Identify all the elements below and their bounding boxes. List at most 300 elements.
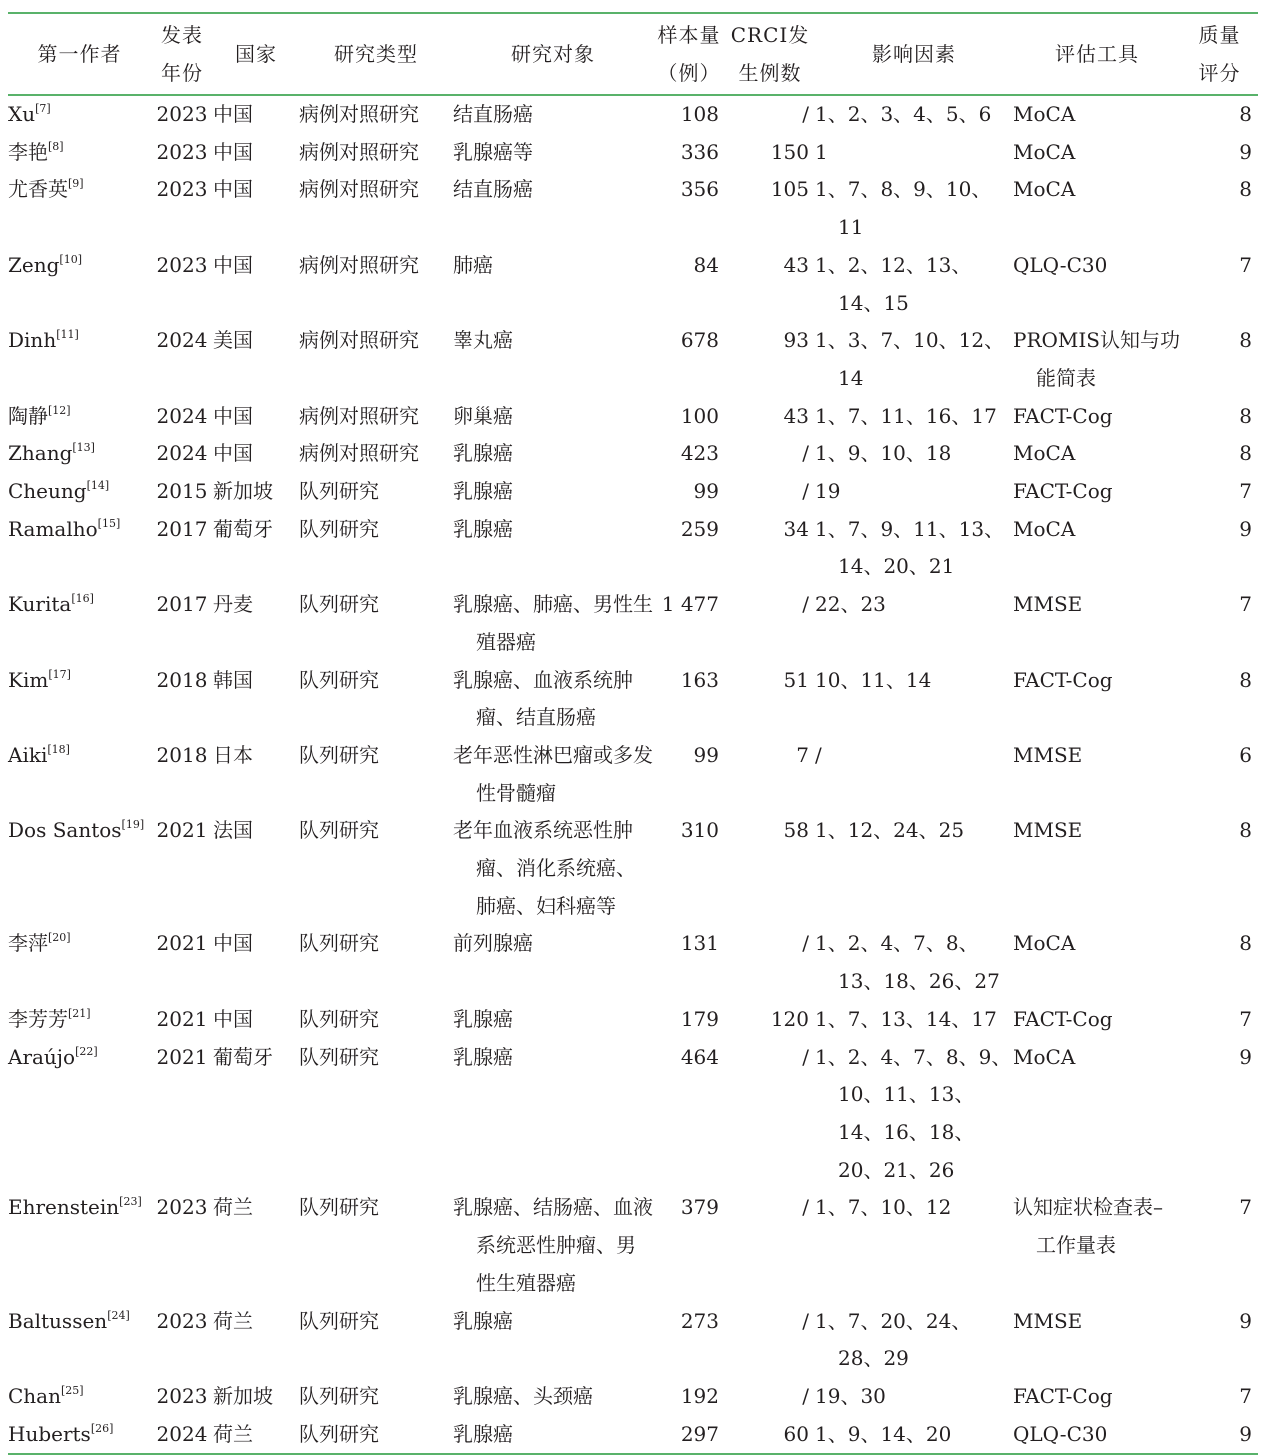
study-type-cell: 队列研究 (299, 667, 379, 692)
sample-size-cell: 192 (680, 1383, 719, 1408)
country-cell: 葡萄牙 (213, 516, 273, 541)
sample-size-cell: 100 (680, 403, 719, 428)
table-row (8, 586, 1258, 661)
tool-cell (1013, 95, 1181, 134)
sample-size-cell: 464 (680, 1044, 719, 1069)
factors-cell (815, 247, 1013, 322)
author-name: Kim (8, 667, 49, 692)
quality-score-cell: 9 (1239, 516, 1252, 541)
factors-cell-text: 1、9、14、20 (815, 1421, 952, 1446)
table-row (8, 95, 1258, 134)
year-cell: 2017 (156, 592, 208, 617)
author-cell (8, 511, 151, 586)
reference-marker: [9] (68, 177, 84, 191)
study-type-cell: 队列研究 (299, 479, 379, 504)
author-cell (8, 586, 151, 661)
factors-cell (815, 812, 1013, 925)
year-cell: 2023 (156, 139, 208, 164)
author-name: Cheung (8, 479, 87, 504)
factors-cell (815, 95, 1013, 134)
quality-score-cell: 7 (1239, 1195, 1252, 1220)
author-name: Dinh (8, 328, 57, 353)
subject-cell-text: 乳腺癌、头颈癌 (453, 1383, 593, 1408)
author-cell (8, 322, 151, 397)
reference-marker: [21] (68, 1006, 91, 1020)
sample-size-cell: 99 (693, 742, 719, 767)
reference-marker: [17] (48, 667, 71, 681)
crci-cases-cell: / (802, 1044, 809, 1069)
author-cell (8, 1189, 151, 1302)
table-row (8, 398, 1258, 436)
author-name: Araújo (8, 1044, 76, 1069)
crci-cases-cell: / (802, 1308, 809, 1333)
factors-cell-text: 19 (815, 479, 841, 504)
table-row (8, 1416, 1258, 1455)
year-cell: 2024 (156, 1421, 208, 1446)
crci-cases-cell: 120 (770, 1006, 809, 1031)
reference-marker: [18] (47, 742, 70, 756)
year-cell: 2023 (156, 252, 208, 277)
factors-cell-text: 1、7、9、11、13、14、20、21 (815, 516, 1005, 579)
quality-score-cell: 7 (1239, 479, 1252, 504)
country-cell: 新加坡 (213, 479, 273, 504)
subject-cell (453, 398, 653, 436)
author-name: Zhang (8, 441, 73, 466)
reference-marker: [22] (75, 1044, 98, 1058)
country-cell: 中国 (213, 139, 253, 164)
tool-cell-text: MoCA (1013, 102, 1076, 126)
tool-cell-text: MMSE (1013, 818, 1083, 843)
factors-cell-text: 1、3、7、10、12、14 (815, 328, 1005, 390)
crci-cases-cell: 150 (770, 139, 809, 164)
author-cell (8, 812, 151, 925)
tool-cell (1013, 1001, 1181, 1039)
quality-score-cell: 7 (1239, 1383, 1252, 1408)
study-type-cell: 队列研究 (299, 1044, 379, 1069)
factors-cell (815, 171, 1013, 246)
subject-cell-text: 肺癌 (453, 252, 493, 277)
header-author: 第一作者 (37, 42, 122, 66)
author-cell (8, 134, 151, 172)
year-cell: 2021 (156, 1006, 208, 1031)
study-type-cell: 队列研究 (299, 818, 379, 843)
table-row (8, 662, 1258, 737)
quality-score-cell: 8 (1239, 818, 1252, 843)
subject-cell-text: 乳腺癌 (453, 1308, 513, 1333)
author-name: Aiki (8, 742, 48, 767)
author-name: Dos Santos (8, 818, 122, 843)
subject-cell (453, 322, 653, 397)
crci-cases-cell: 34 (783, 516, 809, 541)
study-type-cell: 病例对照研究 (299, 441, 419, 466)
tool-cell (1013, 1303, 1181, 1378)
subject-cell (453, 1189, 653, 1302)
tool-cell-text: MoCA (1013, 441, 1076, 466)
subject-cell (453, 662, 653, 737)
study-type-cell: 病例对照研究 (299, 139, 419, 164)
reference-marker: [24] (107, 1308, 130, 1322)
table-row (8, 812, 1258, 925)
sample-size-cell: 99 (693, 479, 719, 504)
tool-cell (1013, 171, 1181, 246)
year-cell: 2023 (156, 1195, 208, 1220)
author-name: Ramalho (8, 516, 98, 541)
quality-score-cell: 7 (1239, 592, 1252, 617)
author-name: Huberts (8, 1421, 91, 1446)
subject-cell-text: 乳腺癌 (453, 479, 513, 504)
factors-cell-text: 1、7、11、16、17 (815, 403, 997, 428)
country-cell: 荷兰 (213, 1308, 253, 1333)
tool-cell (1013, 586, 1181, 661)
quality-score-cell: 6 (1239, 742, 1252, 767)
studies-table (8, 12, 1258, 1455)
country-cell: 中国 (213, 177, 253, 202)
author-name: 李芳芳 (8, 1006, 68, 1031)
author-name: Chan (8, 1383, 61, 1408)
author-name: 尤香英 (8, 177, 68, 202)
country-cell: 中国 (213, 1006, 253, 1031)
subject-cell-text: 乳腺癌、结肠癌、血液系统恶性肿瘤、男性生殖器癌 (453, 1195, 653, 1295)
reference-marker: [14] (86, 479, 110, 493)
study-type-cell: 队列研究 (299, 1383, 379, 1408)
year-cell: 2018 (156, 667, 208, 692)
table-header-row (8, 13, 1258, 95)
reference-marker: [8] (48, 139, 64, 153)
subject-cell-text: 睾丸癌 (453, 328, 513, 353)
quality-score-cell: 9 (1239, 1308, 1252, 1333)
reference-marker: [23] (119, 1195, 142, 1209)
header-country: 国家 (235, 42, 277, 66)
factors-cell-text: 1、7、10、12 (815, 1195, 952, 1220)
factors-cell (815, 473, 1013, 511)
subject-cell-text: 乳腺癌 (453, 1006, 513, 1031)
year-cell: 2017 (156, 516, 208, 541)
quality-score-cell: 8 (1239, 931, 1252, 956)
sample-size-cell: 678 (680, 328, 719, 353)
year-cell: 2015 (156, 479, 208, 504)
table-row (8, 511, 1258, 586)
factors-cell-text: 1、2、4、7、8、13、18、26、27 (815, 931, 1000, 994)
tool-cell-text: MoCA (1013, 177, 1076, 202)
table-row (8, 737, 1258, 812)
author-name: 陶静 (8, 403, 48, 428)
country-cell: 日本 (213, 742, 253, 767)
country-cell: 美国 (213, 328, 253, 353)
quality-score-cell: 8 (1239, 403, 1252, 428)
author-cell (8, 171, 151, 246)
author-cell (8, 1378, 151, 1416)
tool-cell (1013, 737, 1181, 812)
crci-cases-cell: 58 (783, 818, 809, 843)
factors-cell-text: 1、7、8、9、10、11 (815, 177, 992, 240)
crci-cases-cell: 7 (796, 742, 809, 767)
factors-cell (815, 1039, 1013, 1190)
crci-cases-cell: / (802, 1195, 809, 1220)
subject-cell (453, 1001, 653, 1039)
year-cell: 2023 (156, 1308, 208, 1333)
study-type-cell: 队列研究 (299, 742, 379, 767)
study-type-cell: 病例对照研究 (299, 252, 419, 277)
year-cell: 2021 (156, 931, 208, 956)
header-factors: 影响因素 (872, 42, 956, 66)
country-cell: 中国 (213, 102, 253, 126)
tool-cell-text: FACT-Cog (1013, 403, 1113, 428)
country-cell: 法国 (213, 818, 253, 843)
tool-cell-text: QLQ-C30 (1013, 1421, 1108, 1446)
factors-cell (815, 737, 1013, 812)
factors-cell-text: 19、30 (815, 1383, 886, 1408)
subject-cell (453, 1039, 653, 1190)
author-cell (8, 473, 151, 511)
author-cell (8, 1416, 151, 1455)
factors-cell-text: 1、12、24、25 (815, 818, 965, 843)
subject-cell-text: 乳腺癌 (453, 1044, 513, 1069)
table-row (8, 1303, 1258, 1378)
tool-cell (1013, 473, 1181, 511)
tool-cell-text: FACT-Cog (1013, 667, 1113, 692)
crci-cases-cell: 93 (783, 328, 809, 353)
header-year: 发表 年份 (161, 23, 203, 85)
subject-cell (453, 812, 653, 925)
table-row (8, 435, 1258, 473)
factors-cell (815, 1189, 1013, 1302)
author-cell (8, 1001, 151, 1039)
author-name: 李萍 (8, 931, 48, 956)
author-name: Xu (8, 102, 36, 126)
quality-score-cell: 9 (1239, 139, 1252, 164)
quality-score-cell: 8 (1239, 667, 1252, 692)
tool-cell-text: PROMIS认知与功能简表 (1013, 328, 1180, 390)
author-name: Zeng (8, 252, 60, 277)
factors-cell (815, 1001, 1013, 1039)
reference-marker: [12] (48, 403, 71, 417)
year-cell: 2018 (156, 742, 208, 767)
subject-cell (453, 95, 653, 134)
subject-cell (453, 1416, 653, 1455)
quality-score-cell: 8 (1239, 328, 1252, 353)
table-row (8, 171, 1258, 246)
quality-score-cell: 7 (1239, 1006, 1252, 1031)
year-cell: 2023 (156, 102, 208, 126)
subject-cell (453, 435, 653, 473)
table-row (8, 473, 1258, 511)
factors-cell (815, 322, 1013, 397)
tool-cell (1013, 435, 1181, 473)
reference-marker: [13] (72, 441, 95, 455)
subject-cell-text: 老年恶性淋巴瘤或多发性骨髓瘤 (453, 742, 653, 805)
study-type-cell: 队列研究 (299, 516, 379, 541)
author-name: Ehrenstein (8, 1195, 120, 1220)
factors-cell-text: 1、2、4、7、8、9、10、11、13、14、16、18、20、21、26 (815, 1044, 1012, 1182)
subject-cell (453, 1378, 653, 1416)
crci-cases-cell: 43 (783, 252, 809, 277)
factors-cell (815, 662, 1013, 737)
factors-cell (815, 435, 1013, 473)
factors-cell (815, 134, 1013, 172)
subject-cell (453, 925, 653, 1000)
tool-cell-text: MMSE (1013, 1308, 1083, 1333)
tool-cell (1013, 134, 1181, 172)
crci-cases-cell: / (802, 931, 809, 956)
table-row (8, 1378, 1258, 1416)
table-row (8, 1189, 1258, 1302)
sample-size-cell: 297 (680, 1421, 719, 1446)
year-cell: 2024 (156, 441, 208, 466)
quality-score-cell: 9 (1239, 1044, 1252, 1069)
reference-marker: [19] (121, 818, 145, 832)
header-tool: 评估工具 (1055, 42, 1139, 66)
factors-cell (815, 398, 1013, 436)
subject-cell-text: 乳腺癌、血液系统肿瘤、结直肠癌 (453, 667, 633, 730)
tool-cell-text: MoCA (1013, 931, 1076, 956)
crci-cases-cell: / (802, 1383, 809, 1408)
quality-score-cell: 8 (1239, 177, 1252, 202)
sample-size-cell: 379 (680, 1195, 719, 1220)
study-type-cell: 病例对照研究 (299, 102, 419, 126)
factors-cell-text: 22、23 (815, 592, 886, 617)
header-study-type: 研究类型 (334, 42, 418, 66)
year-cell: 2023 (156, 177, 208, 202)
reference-marker: [20] (48, 931, 71, 945)
author-name: 李艳 (8, 139, 48, 164)
author-cell (8, 737, 151, 812)
country-cell: 中国 (213, 931, 253, 956)
factors-cell-text: 1、2、3、4、5、6 (815, 102, 992, 126)
tool-cell (1013, 1378, 1181, 1416)
subject-cell (453, 586, 653, 661)
study-type-cell: 队列研究 (299, 1421, 379, 1446)
tool-cell-text: MoCA (1013, 1044, 1076, 1069)
quality-score-cell: 8 (1239, 441, 1252, 466)
sample-size-cell: 336 (680, 139, 719, 164)
tool-cell (1013, 511, 1181, 586)
factors-cell (815, 1303, 1013, 1378)
subject-cell-text: 前列腺癌 (453, 931, 533, 956)
tool-cell (1013, 662, 1181, 737)
subject-cell-text: 老年血液系统恶性肿瘤、消化系统癌、肺癌、妇科癌等 (453, 818, 636, 918)
factors-cell-text: 1、7、20、24、28、29 (815, 1308, 972, 1371)
reference-marker: [25] (61, 1383, 84, 1397)
header-quality-score: 质量 评分 (1198, 23, 1241, 85)
factors-cell-text: 10、11、14 (815, 667, 932, 692)
tool-cell (1013, 398, 1181, 436)
tool-cell-text: MMSE (1013, 742, 1083, 767)
country-cell: 新加坡 (213, 1383, 273, 1408)
tool-cell (1013, 1039, 1181, 1190)
author-cell (8, 95, 151, 134)
author-cell (8, 925, 151, 1000)
study-type-cell: 队列研究 (299, 1006, 379, 1031)
subject-cell-text: 乳腺癌、肺癌、男性生殖器癌 (453, 592, 653, 654)
reference-marker: [10] (59, 252, 83, 266)
country-cell: 中国 (213, 441, 253, 466)
tool-cell (1013, 812, 1181, 925)
tool-cell (1013, 1416, 1181, 1455)
table-row (8, 1001, 1258, 1039)
table-row (8, 134, 1258, 172)
year-cell: 2021 (156, 1044, 208, 1069)
country-cell: 韩国 (213, 667, 253, 692)
study-type-cell: 队列研究 (299, 1308, 379, 1333)
tool-cell-text: MMSE (1013, 592, 1083, 617)
factors-cell (815, 925, 1013, 1000)
tool-cell-text: MoCA (1013, 516, 1076, 541)
factors-cell-text: 1、2、12、13、14、15 (815, 252, 972, 315)
subject-cell (453, 1303, 653, 1378)
subject-cell (453, 473, 653, 511)
crci-cases-cell: 105 (770, 177, 809, 202)
tool-cell (1013, 247, 1181, 322)
sample-size-cell: 131 (680, 931, 719, 956)
quality-score-cell: 7 (1239, 252, 1252, 277)
crci-cases-cell: / (802, 441, 809, 466)
subject-cell-text: 乳腺癌等 (453, 139, 533, 164)
sample-size-cell: 163 (680, 667, 719, 692)
table-row (8, 925, 1258, 1000)
subject-cell-text: 乳腺癌 (453, 1421, 513, 1446)
country-cell: 丹麦 (213, 592, 253, 617)
quality-score-cell: 8 (1239, 102, 1252, 126)
study-type-cell: 病例对照研究 (299, 328, 419, 353)
tool-cell (1013, 925, 1181, 1000)
subject-cell-text: 结直肠癌 (453, 177, 533, 202)
tool-cell-text: QLQ-C30 (1013, 252, 1108, 277)
author-cell (8, 398, 151, 436)
tool-cell (1013, 1189, 1181, 1302)
factors-cell-text: 1、9、10、18 (815, 441, 952, 466)
subject-cell (453, 247, 653, 322)
study-type-cell: 病例对照研究 (299, 177, 419, 202)
author-cell (8, 1303, 151, 1378)
study-type-cell: 队列研究 (299, 1195, 379, 1220)
factors-cell (815, 511, 1013, 586)
factors-cell (815, 1416, 1013, 1455)
study-type-cell: 病例对照研究 (299, 403, 419, 428)
reference-marker: [11] (56, 328, 79, 342)
sample-size-cell: 310 (680, 818, 719, 843)
tool-cell-text: MoCA (1013, 139, 1076, 164)
crci-cases-cell: / (802, 102, 809, 126)
subject-cell-text: 卵巢癌 (453, 403, 513, 428)
tool-cell (1013, 322, 1181, 397)
study-type-cell: 队列研究 (299, 592, 379, 617)
author-cell (8, 247, 151, 322)
year-cell: 2023 (156, 1383, 208, 1408)
author-cell (8, 662, 151, 737)
tool-cell-text: FACT-Cog (1013, 1006, 1113, 1031)
reference-marker: [7] (35, 102, 51, 115)
factors-cell-text: / (815, 742, 822, 767)
header-crci-cases: CRCI发 生例数 (730, 23, 810, 85)
sample-size-cell: 423 (680, 441, 719, 466)
crci-cases-cell: / (802, 479, 809, 504)
header-sample-size: 样本量 （例） (657, 23, 721, 85)
table-row (8, 247, 1258, 322)
country-cell: 葡萄牙 (213, 1044, 273, 1069)
crci-cases-cell: 51 (783, 667, 809, 692)
country-cell: 中国 (213, 403, 253, 428)
country-cell: 荷兰 (213, 1421, 253, 1446)
crci-cases-cell: 60 (783, 1421, 809, 1446)
author-name: Baltussen (8, 1308, 108, 1333)
year-cell: 2024 (156, 403, 208, 428)
table-row (8, 322, 1258, 397)
country-cell: 中国 (213, 252, 253, 277)
sample-size-cell: 84 (693, 252, 719, 277)
subject-cell-text: 乳腺癌 (453, 516, 513, 541)
sample-size-cell: 1 477 (661, 592, 719, 617)
author-cell (8, 435, 151, 473)
